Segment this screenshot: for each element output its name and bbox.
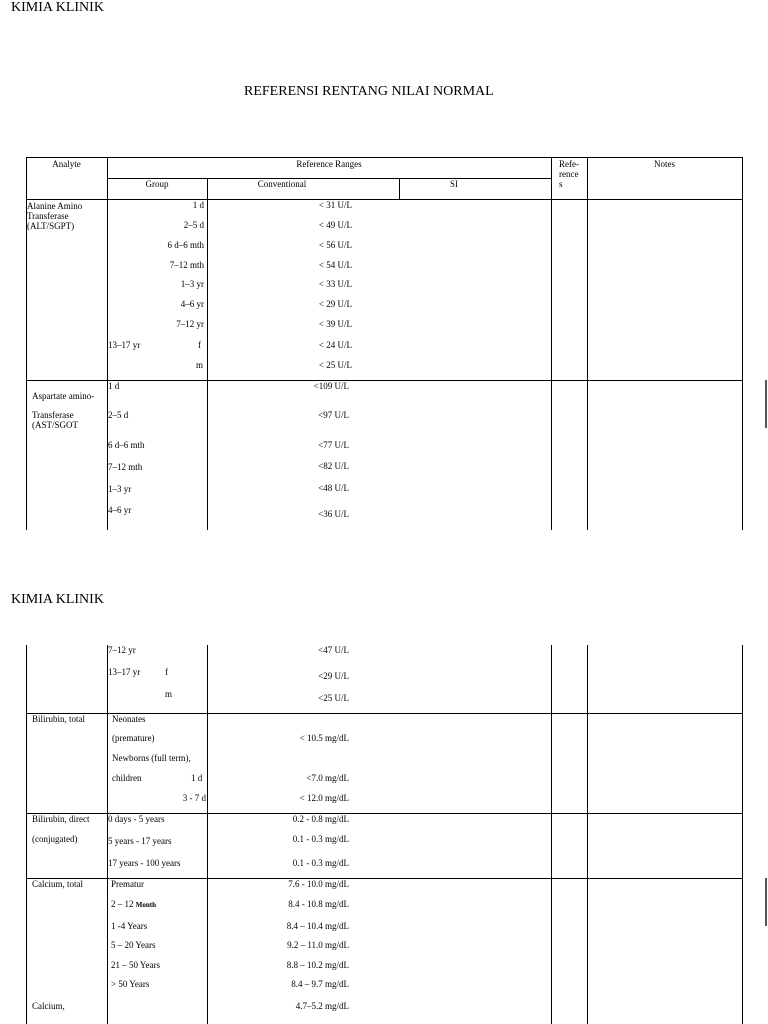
group-cell: 6 d–6 mth (167, 240, 204, 250)
group-cell: 13–17 yr (108, 667, 141, 677)
group-cell: 5 – 20 Years (111, 940, 156, 950)
page-header: KIMIA KLINIK (11, 0, 104, 15)
column-header-si: SI (449, 179, 458, 189)
conventional-cell: <47 U/L (318, 645, 349, 655)
conventional-cell: <77 U/L (318, 440, 349, 450)
group-cell: Neonates (112, 714, 146, 724)
group-cell: 6 d–6 mth (108, 440, 145, 450)
group-cell: 0 days - 5 years (108, 814, 165, 824)
page-header: KIMIA KLINIK (11, 592, 104, 607)
conventional-cell: <36 U/L (318, 509, 349, 519)
conventional-cell: < 49 U/L (318, 220, 352, 230)
column-header-reference-ranges: Reference Ranges (296, 159, 362, 169)
conventional-cell: 4.7–5.2 mg/dL (295, 1001, 349, 1011)
conventional-cell: < 33 U/L (318, 279, 352, 289)
conventional-cell: <25 U/L (318, 693, 349, 703)
conventional-cell: 7.6 - 10.0 mg/dL (288, 879, 349, 889)
conventional-cell: 0.2 - 0.8 mg/dL (292, 814, 349, 824)
group-cell: 3 - 7 d (182, 793, 206, 803)
scrollbar-marker[interactable] (765, 380, 767, 428)
conventional-cell: 8.4 – 9.7 mg/dL (291, 979, 349, 989)
conventional-cell: < 54 U/L (318, 260, 352, 270)
conventional-cell: 9.2 – 11.0 mg/dL (287, 940, 349, 950)
conventional-cell: < 24 U/L (318, 340, 352, 350)
group-cell: 2–5 d (183, 220, 204, 230)
analyte-ast-line1: Aspartate amino- (32, 391, 95, 401)
analyte-ast-line2: Transferase (AST/SGOT (32, 410, 79, 430)
group-cell: > 50 Years (111, 979, 150, 989)
group-cell: 1 d (192, 200, 204, 210)
column-header-analyte: Analyte (52, 159, 81, 169)
sex-label: f (198, 340, 201, 350)
conventional-cell: < 12.0 mg/dL (299, 793, 349, 803)
group-cell: 7–12 mth (108, 462, 143, 472)
group-cell: 1 -4 Years (111, 921, 148, 931)
group-cell: 21 – 50 Years (111, 960, 161, 970)
group-cell: 13–17 yr (108, 340, 141, 350)
analyte-calcium-total: Calcium, total (32, 879, 83, 889)
group-cell: Newborns (full term), (112, 753, 191, 763)
scrollbar-marker[interactable] (765, 878, 767, 926)
analyte-bilirubin-direct: Bilirubin, direct (conjugated) (32, 814, 90, 844)
conventional-cell: < 25 U/L (318, 360, 352, 370)
column-header-conventional: Conventional (257, 179, 307, 189)
conventional-cell: <109 U/L (313, 381, 349, 391)
sex-label: m (165, 689, 173, 699)
conventional-cell: 0.1 - 0.3 mg/dL (292, 858, 349, 868)
conventional-cell: 8.4 - 10.8 mg/dL (288, 899, 349, 909)
group-cell: 1 d (191, 773, 203, 783)
group-cell: 17 years - 100 years (108, 858, 181, 868)
conventional-cell: 8.8 – 10.2 mg/dL (286, 960, 349, 970)
group-cell: 4–6 yr (180, 299, 204, 309)
conventional-cell: < 10.5 mg/dL (299, 733, 349, 743)
conventional-cell: <29 U/L (318, 671, 349, 681)
conventional-cell: 0.1 - 0.3 mg/dL (292, 834, 349, 844)
conventional-cell: < 29 U/L (318, 299, 352, 309)
group-cell: 1–3 yr (180, 279, 204, 289)
group-cell: 4–6 yr (108, 505, 132, 515)
sex-label: f (165, 667, 168, 677)
conventional-cell: < 39 U/L (318, 319, 352, 329)
group-cell: 7–12 mth (169, 260, 204, 270)
column-header-references: Refe- rence s (559, 159, 579, 189)
conventional-cell: <7.0 mg/dL (306, 773, 349, 783)
group-cell: 2 – 12 Month (111, 899, 156, 909)
sex-label: m (196, 360, 204, 370)
group-cell: 2–5 d (108, 410, 129, 420)
analyte-calcium: Calcium, (32, 1001, 65, 1011)
conventional-cell: <82 U/L (318, 461, 349, 471)
group-cell: Prematur (111, 879, 144, 889)
conventional-cell: <48 U/L (318, 483, 349, 493)
group-cell: 7–12 yr (176, 319, 204, 329)
conventional-cell: < 56 U/L (318, 240, 352, 250)
analyte-bilirubin-total: Bilirubin, total (32, 714, 85, 724)
group-cell: (premature) (112, 733, 155, 743)
group-cell: children (112, 773, 142, 783)
group-cell: 1 d (108, 381, 120, 391)
conventional-cell: < 31 U/L (318, 200, 352, 210)
conventional-cell: 8.4 – 10.4 mg/dL (286, 921, 349, 931)
column-header-notes: Notes (654, 159, 675, 169)
document-title: REFERENSI RENTANG NILAI NORMAL (244, 84, 494, 99)
analyte-alt: Alanine Amino Transferase (ALT/SGPT) (27, 201, 83, 231)
group-cell: 5 years - 17 years (108, 836, 172, 846)
conventional-cell: <97 U/L (318, 410, 349, 420)
group-cell: 7–12 yr (108, 645, 136, 655)
column-header-group: Group (145, 179, 169, 189)
group-cell: 1–3 yr (108, 484, 132, 494)
